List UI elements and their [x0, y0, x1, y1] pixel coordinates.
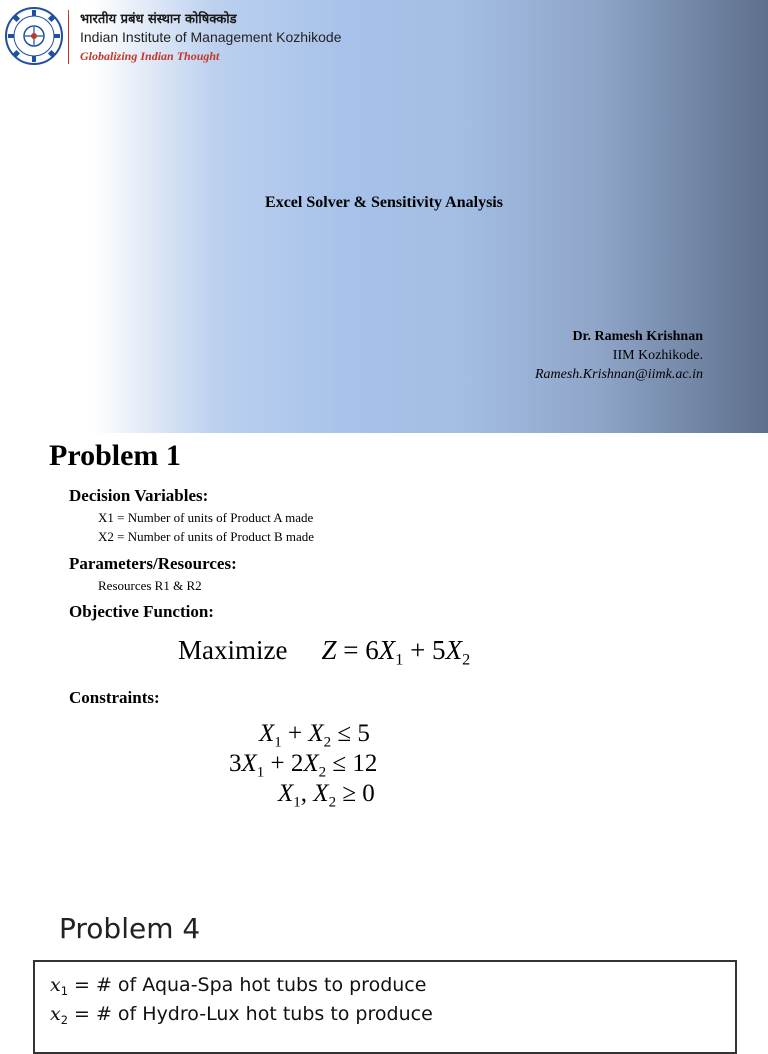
decision-variables-heading: Decision Variables:: [69, 486, 209, 505]
author-email: Ramesh.Krishnan@iimk.ac.in: [534, 367, 703, 382]
author-block: [535, 327, 703, 384]
institute-tagline: Globalizing Indian Thought: [80, 49, 220, 63]
constraints-heading: Constraints:: [69, 688, 160, 707]
parameters-heading: Parameters/Resources:: [69, 554, 237, 573]
decision-item-x2: X2 = Number of units of Product B made: [98, 529, 315, 544]
parameters-item: Resources R1 & R2: [98, 578, 202, 593]
author-name: Dr. Ramesh Krishnan: [572, 329, 703, 344]
logo-divider: [68, 10, 69, 64]
institute-name-hindi: भारतीय प्रबंध संस्थान कोषिक्कोड: [80, 12, 237, 27]
institute-name-english: Indian Institute of Management Kozhikode: [80, 29, 342, 45]
problem-1-slide: [0, 433, 768, 888]
problem-4-slide: [0, 888, 768, 1027]
definition-x1: $x_1$ = # of Aqua-Spa hot tubs to produce: [50, 974, 427, 998]
objective-heading: Objective Function:: [69, 602, 214, 621]
definition-x2-text: = # of Hydro-Lux hot tubs to produce: [67, 1003, 433, 1025]
constraint-1: $X_1 + X_2 \le 5$: [259, 720, 370, 751]
presentation-title: Excel Solver & Sensitivity Analysis: [265, 194, 503, 211]
definition-x1-text: = # of Aqua-Spa hot tubs to produce: [67, 974, 427, 996]
objective-word: Maximize: [178, 635, 288, 665]
definitions-box: [33, 960, 737, 1054]
constraint-nonnegativity: $X_1$, $X_2 \ge 0$: [278, 780, 375, 811]
objective-equation: Maximize $Z = 6X_1 + 5X_2$: [178, 635, 471, 669]
definition-x2: $x_2$ = # of Hydro-Lux hot tubs to produce: [50, 1003, 433, 1027]
problem-1-title: Problem 1: [49, 439, 181, 472]
title-slide: [0, 0, 768, 433]
constraint-2: $3X_1 + 2X_2 \le 12$: [229, 750, 378, 781]
problem-4-title: Problem 4: [59, 912, 201, 945]
decision-item-x1: X1 = Number of units of Product A made: [98, 510, 314, 525]
author-affiliation: IIM Kozhikode.: [612, 348, 703, 363]
iimk-logo: [4, 6, 64, 66]
